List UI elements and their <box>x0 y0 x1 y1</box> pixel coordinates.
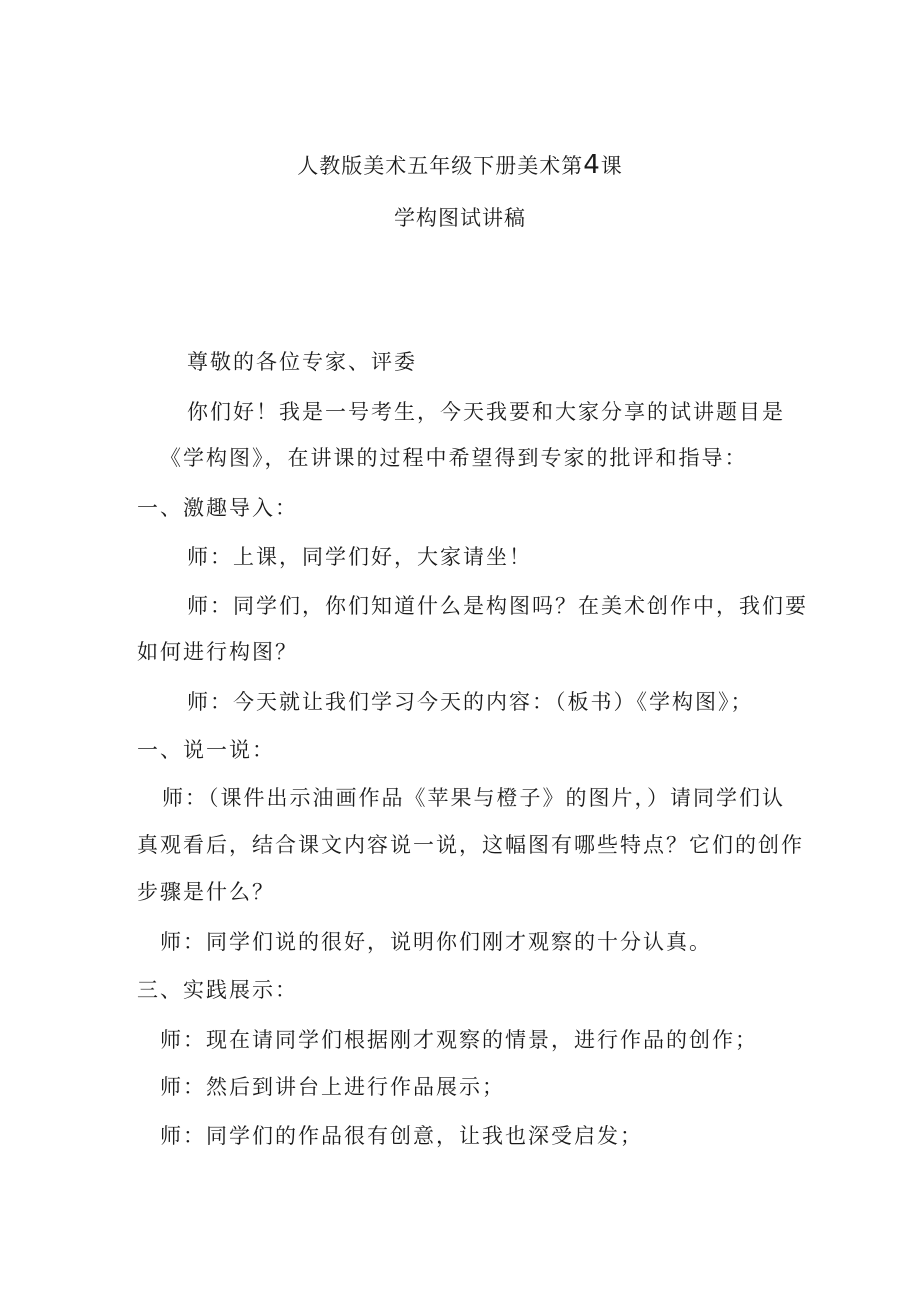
paragraph-8: 师：同学们的作品很有创意，让我也深受启发； <box>160 1124 643 1148</box>
section-heading-3: 三、实践展示： <box>137 978 298 1002</box>
greeting-line: 尊敬的各位专家、评委 <box>187 350 417 374</box>
title-text-pre: 人教版美术五年级下册美术第 <box>297 154 584 178</box>
intro-line-2: 《学构图》，在讲课的过程中希望得到专家的批评和指导： <box>160 446 748 470</box>
intro-line-1: 你们好！我是一号考生，今天我要和大家分享的试讲题目是 <box>187 400 785 424</box>
document-title <box>0 150 920 180</box>
document-subtitle: 学构图试讲稿 <box>394 206 526 230</box>
paragraph-1: 师：上课，同学们好，大家请坐！ <box>187 545 532 569</box>
section-heading-1: 一、激趣导入： <box>137 496 298 520</box>
paragraph-4-line-3: 步骤是什么？ <box>137 880 275 904</box>
paragraph-5: 师：同学们说的很好，说明你们刚才观察的十分认真。 <box>160 930 712 954</box>
paragraph-4-line-2: 真观看后，结合课文内容说一说，这幅图有哪些特点？它们的创作 <box>137 833 804 857</box>
section-heading-2: 一、说一说： <box>137 738 275 762</box>
paragraph-4-line-1: 师：（课件出示油画作品《苹果与橙子》的图片，）请同学们认 <box>162 786 785 810</box>
paragraph-7: 师：然后到讲台上进行作品展示； <box>160 1075 505 1099</box>
paragraph-2-line-2: 如何进行构图？ <box>137 640 298 664</box>
paragraph-2-line-1: 师：同学们，你们知道什么是构图吗？在美术创作中，我们要 <box>187 594 808 618</box>
paragraph-3: 师：今天就让我们学习今天的内容：（板书）《学构图》； <box>187 690 754 714</box>
title-text-post: 课 <box>600 154 623 178</box>
paragraph-6: 师：现在请同学们根据刚才观察的情景，进行作品的创作； <box>160 1028 758 1052</box>
lesson-number: 4 <box>583 150 601 180</box>
